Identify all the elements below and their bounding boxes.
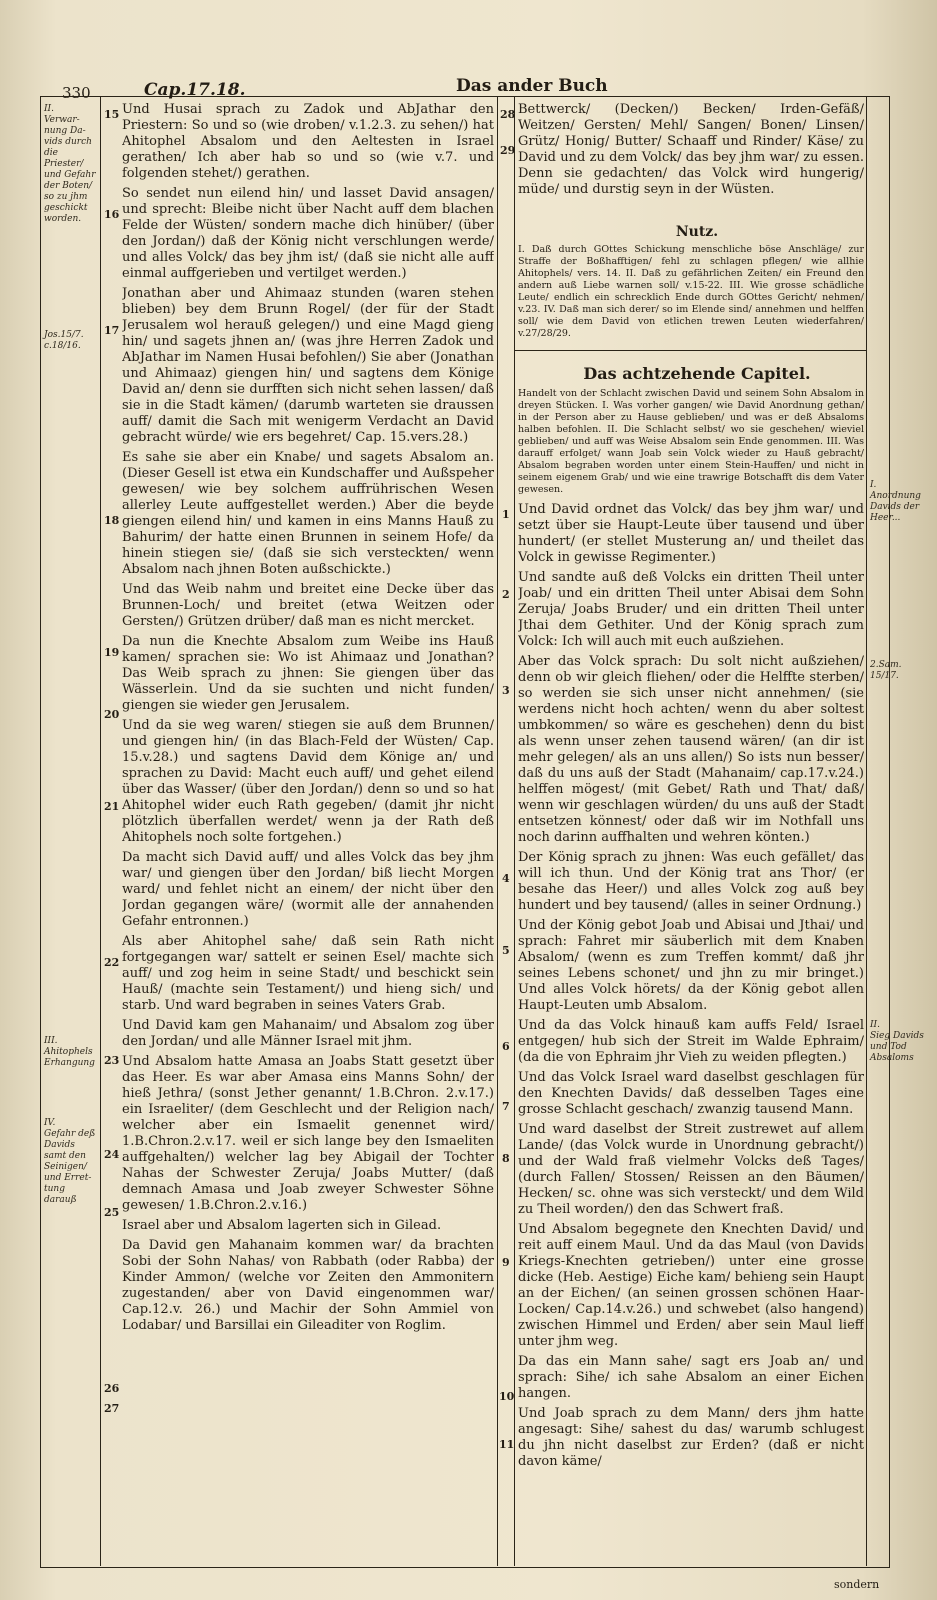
verse-number: 27	[104, 1402, 120, 1415]
verse-number: 19	[104, 646, 120, 659]
verse-number: 9	[502, 1256, 510, 1269]
verse-text: So sendet nun eilend hin/ und lasset David ansagen/ und sprecht: Bleibe nicht über Nacht auff dem blachen Felde der Wüsten/ sondern mache dich hinüber/ (über den Jordan/) daß der König nicht verschlungen werde/ und alles Volck/ das bey jhm ist/ (daß sie nicht alle auff einmal auffgerieben und vertilget werden.)	[122, 186, 494, 281]
verse-number: 10	[499, 1390, 515, 1403]
verse-number: 28	[500, 108, 516, 121]
verse-number: 18	[104, 514, 120, 527]
margin-note: 2.Sam. 15/17.	[870, 660, 902, 681]
verse-text: Und Joab sprach zu dem Mann/ ders jhm hatte angesagt: Sihe/ sahest du das/ warumb schlugest du jhn nicht daselbst zur Erden? (daß er nicht davon käme/	[518, 1406, 864, 1469]
verse-text: Und Husai sprach zu Zadok und AbJathar den Priestern: So und so (wie droben/ v.1.2.3. zu sehen/) hat Ahitophel Absalom und den Aeltesten in Israel gerathen/ Ich aber hab so und so (wie v.7. und folgenden stehet/) gerathen.	[122, 102, 494, 181]
chapter-summary: Handelt von der Schlacht zwischen David und seinem Sohn Absalom in dreyen Stücken. I. Was vorher gangen/ wie David Anordnung gethan/ in der Person aber zu Hause geblieben/ und was er deß Absaloms halben befohlen. II. Die Schlacht selbst/ wo sie geschehen/ wieviel geblieben/ und auff was Weise Absalom sein Ende genommen. III. Was darauff erfolget/ wann Joab sein Volck wieder zu Hauß gebracht/ Absalom begraben worden unter einem Stein-Hauffen/ und nicht in seinem eigenem Grab/ und wie eine trawrige Botschafft dis dem Vater gewesen.	[518, 388, 864, 495]
verse-number: 7	[502, 1100, 510, 1113]
verse-text: Jonathan aber und Ahimaaz stunden (waren stehen blieben) bey dem Brunn Rogel/ (der für der Stadt Jerusalem wol herauß gelegen/) und eine Magd gieng hin/ und sagets jhnen an/ (was jhre Herren Zadok und AbJathar im Namen Husai befohlen/) Sie aber (Jonathan und Ahimaaz) giengen hin/ und sagtens dem Könige David an/ denn sie durfften sich nicht sehen lassen/ daß sie in die Stadt kämen/ (darumb warteten sie draussen auff/ damit die Sach mit wenigerm Verdacht an David gebracht würde/ wie ers begehret/ Cap. 15.vers.28.)	[122, 286, 494, 445]
verse-text: Und das Volck Israel ward daselbst geschlagen für den Knechten Davids/ daß desselben Tages eine grosse Schlacht geschach/ zwanzig tausend Mann.	[518, 1070, 864, 1117]
column-divider-left	[497, 96, 498, 1566]
verse-number: 8	[502, 1152, 510, 1165]
margin-note: II. Verwar- nung Da- vids durch die Priester/ und Gefahr der Boten/ so zu jhm geschickt worden.	[44, 104, 96, 224]
nutz-heading: Nutz.	[675, 224, 719, 240]
margin-note: II. Sieg Davids und Tod Absaloms	[870, 1020, 924, 1063]
verse-number: 11	[499, 1438, 515, 1451]
verse-text: Und David kam gen Mahanaim/ und Absalom zog über den Jordan/ und alle Männer Israel mit jhm.	[122, 1018, 494, 1049]
margin-note: III. Ahitophels Erhangung	[44, 1036, 95, 1068]
verse-number: 24	[104, 1148, 120, 1161]
verse-number: 25	[104, 1206, 120, 1219]
chapter-title: Das achtzehende Capitel.	[583, 364, 811, 383]
verse-text: Und das Weib nahm und breitet eine Decke über das Brunnen-Loch/ und breitet (etwa Weitzen oder Gersten/) Grützen drüber/ daß man es nicht mercket.	[122, 582, 494, 629]
right-text-column-bottom	[518, 502, 864, 1564]
verse-number: 29	[500, 144, 516, 157]
chapter-rule	[514, 350, 866, 351]
verse-text: Israel aber und Absalom lagerten sich in Gilead.	[122, 1218, 442, 1233]
verse-text: Und ward daselbst der Streit zustrewet auf allem Lande/ (das Volck wurde in Unordnung gebracht/) und der Wald fraß vielmehr Volcks deß Tages/ (durch Fallen/ Stossen/ Reissen an den Bäumen/ Hecken/ sc. ohne was sich versteckt/ und dem Wild zu Theil worden/) den das Schwert fraß.	[518, 1122, 864, 1217]
verse-number: 26	[104, 1382, 120, 1395]
verse-text: Da macht sich David auff/ und alles Volck das bey jhm war/ und giengen über den Jordan/ biß liecht Morgen ward/ und fehlet nicht an einem/ der nicht über den Jordan gegangen wäre/ (wormit alle der annahenden Gefahr entronnen.)	[122, 850, 494, 929]
verse-text: Und sandte auß deß Volcks ein dritten Theil unter Joab/ und ein dritten Theil unter Abisai dem Sohn Zeruja/ Joabs Bruder/ und ein dritten Theil unter Jthai dem Gethiter. Und der König sprach zum Volck: Ich will auch mit euch außziehen.	[518, 570, 864, 649]
verse-text: Als aber Ahitophel sahe/ daß sein Rath nicht fortgegangen war/ sattelt er seinen Esel/ machte sich auff/ und zog heim in seine Stadt/ und beschickt sein Hauß/ (machte sein Testament/) und hieng sich/ und starb. Und ward begraben in seines Vaters Grab.	[122, 934, 494, 1013]
margin-note: Jos.15/7. c.18/16.	[44, 330, 84, 351]
verse-number: 21	[104, 800, 120, 813]
verse-text: Und Absalom hatte Amasa an Joabs Statt gesetzt über das Heer. Es war aber Amasa eins Manns Sohn/ der hieß Jethra/ (sonst Jether genannt/ 1.B.Chron. 2.v.17.) ein Israeliter/ (dem Geschlecht und der Religion nach/ welcher aber ein Ismaelit genennet wird/ 1.B.Chron.2.v.17. weil er sich lange bey den Ismaeliten auffgehalten/) welcher lag bey Abigail der Tochter Nahas der Schwester Zeruja/ Joabs Mutter/ (daß demnach Amasa und Joab zweyer Schwester Söhne gewesen/ 1.B.Chron.2.v.16.)	[122, 1054, 494, 1213]
verse-number: 17	[104, 324, 120, 337]
verse-number: 2	[502, 588, 510, 601]
verse-number: 20	[104, 708, 120, 721]
verse-text: Und David ordnet das Volck/ das bey jhm war/ und setzt über sie Haupt-Leute über tausend und über hundert/ (er stellet Musterung an/ und theilet das Volck in gewisse Regimenter.)	[518, 502, 864, 565]
verse-number: 23	[104, 1054, 120, 1067]
verse-number: 5	[502, 944, 510, 957]
verse-text: Und der König gebot Joab und Abisai und Jthai/ und sprach: Fahret mir säuberlich mit dem Knaben Absalom/ (wenn es zum Treffen kommt/ daß jhr seines Lebens schonet/ und jhn zu mir bringet.) Und alles Volck hörets/ da der König gebot allen Haupt-Leuten umb Absalom.	[518, 918, 864, 1013]
margin-note: IV. Gefahr deß Davids samt den Seinigen/ und Erret- tung darauß	[44, 1118, 96, 1205]
verse-text: Und da sie weg waren/ stiegen sie auß dem Brunnen/ und giengen hin/ (in das Blach-Feld der Wüsten/ Cap. 15.v.28.) und sagtens David dem Könige an/ und sprachen zu David: Macht euch auff/ und gehet eilend über das Wasser/ (über den Jordan/) denn so und so hat Ahitophel wider euch Rath gegeben/ (damit jhr nicht plötzlich überfallen werdet/ wenn ja der Rath deß Ahitophels noch solte fortgehen.)	[122, 718, 494, 845]
left-margin-rule	[100, 96, 101, 1566]
verse-text: Aber das Volck sprach: Du solt nicht außziehen/ denn ob wir gleich fliehen/ oder die Helffte sterben/ so werden sie sich unser nicht annehmen/ (sie werdens nicht hoch achten/ wenn du aber soltest umbkommen/ so wäre es geschehen) denn du bist als wenn unser zehen tausend wären/ (an dir ist mehr gelegen/ als an uns allen/) So ists nun besser/ daß du uns auß der Stadt (Mahanaim/ cap.17.v.24.) helffen mögest/ (mit Gebet/ Rath und That/ daß/ wenn wir geschlagen würden/ du uns auß der Stadt entsetzen könnest/ oder daß wir im Nothfall uns noch darinn auffhalten und wehren könten.)	[518, 654, 864, 845]
verse-number: 1	[502, 508, 510, 521]
column-divider-right	[514, 96, 515, 1566]
nutz-text: I. Daß durch GOttes Schickung menschliche böse Anschläge/ zur Straffe der Boßhafftigen/ fehl zu schlagen pflegen/ wie allhie Ahitophels/ vers. 14. II. Daß zu gefährlichen Zeiten/ ein Freund den andern auß Liebe warnen soll/ v.15-22. III. Wie grosse schädliche Leute/ endlich ein schrecklich Ende durch GOttes Gericht/ nehmen/ v.23. IV. Daß man sich derer/ so im Elende sind/ annehmen und helffen soll/ wie dem David von etlichen trewen Leuten wiederfahren/ v.27/28/29.	[518, 244, 864, 339]
verse-number: 15	[104, 108, 120, 121]
verse-text: Da David gen Mahanaim kommen war/ da brachten Sobi der Sohn Nahas/ von Rabbath (oder Rabba) der Kinder Ammon/ (welche vor Zeiten den Ammonitern zugestanden/ aber von David eingenommen war/ Cap.12.v. 26.) und Machir der Sohn Ammiel von Lodabar/ und Barsillai ein Gileaditer von Roglim.	[122, 1238, 494, 1333]
verse-text: Da nun die Knechte Absalom zum Weibe ins Hauß kamen/ sprachen sie: Wo ist Ahimaaz und Jonathan? Das Weib sprach zu jhnen: Sie giengen über das Wässerlein. Und da sie suchten und nicht funden/ giengen sie wieder gen Jerusalem.	[122, 634, 494, 713]
catchword: sondern	[834, 1578, 880, 1591]
verse-number: 6	[502, 1040, 510, 1053]
right-margin-rule	[866, 96, 867, 1566]
verse-text: Und Absalom begegnete den Knechten David/ und reit auff einem Maul. Und da das Maul (von Davids Kriegs-Knechten getrieben/) unter eine grosse dicke (Heb. Aestige) Eiche kam/ behieng sein Haupt an der Eichen/ (an seinen grossen schönen Haar-Locken/ Cap.14.v.26.) und schwebet (also hangend) zwischen Himmel und Erden/ aber sein Maul lieff unter jhm weg.	[518, 1222, 864, 1349]
right-text-column-top	[518, 102, 864, 222]
verse-number: 4	[502, 872, 510, 885]
verse-number: 16	[104, 208, 120, 221]
left-text-column	[122, 102, 494, 1564]
chapter-reference: Cap.17.18.	[144, 80, 246, 100]
margin-note: I. Anordnung Davids der Heer...	[870, 480, 921, 523]
verse-number: 3	[502, 684, 510, 697]
running-title: Das ander Buch	[456, 76, 608, 96]
verse-text: Bettwerck/ (Decken/) Becken/ Irden-Gefäß/ Weitzen/ Gersten/ Mehl/ Sangen/ Bonen/ Linsen/ Grütz/ Honig/ Butter/ Schaaff und Rinder/ Käse/ zu David und zu dem Volck/ das bey jhm war/ zu essen. Denn sie gedachten/ das Volck wird hungerig/ müde/ und durstig seyn in der Wüsten.	[518, 102, 864, 197]
verse-text: Da das ein Mann sahe/ sagt ers Joab an/ und sprach: Sihe/ ich sahe Absalom an einer Eichen hangen.	[518, 1354, 864, 1401]
verse-text: Und da das Volck hinauß kam auffs Feld/ Israel entgegen/ hub sich der Streit im Walde Ephraim/ (da die von Ephraim jhr Vieh zu weiden pflegten.)	[518, 1018, 864, 1065]
verse-text: Der König sprach zu jhnen: Was euch gefället/ das will ich thun. Und der König trat ans Thor/ (er besahe das Heer/) und alles Volck zog auß bey hundert und bey tausend/ (alles in seiner Ordnung.)	[518, 850, 864, 913]
verse-number: 22	[104, 956, 120, 969]
page-number: 330	[62, 84, 91, 102]
verse-text: Es sahe sie aber ein Knabe/ und sagets Absalom an. (Dieser Gesell ist etwa ein Kundschaffer und Außspeher gewesen/ wie bey solchem auffrührischen Wesen allerley Leute auffgestellet werden.) Aber die beyde giengen eilend hin/ und kamen in eins Manns Hauß zu Bahurim/ der hatte einen Brunnen in seinem Hofe/ da hinein stiegen sie/ (daß sie sich versteckten/ wenn Absalom nach jhnen Boten außschickte.)	[122, 450, 494, 577]
